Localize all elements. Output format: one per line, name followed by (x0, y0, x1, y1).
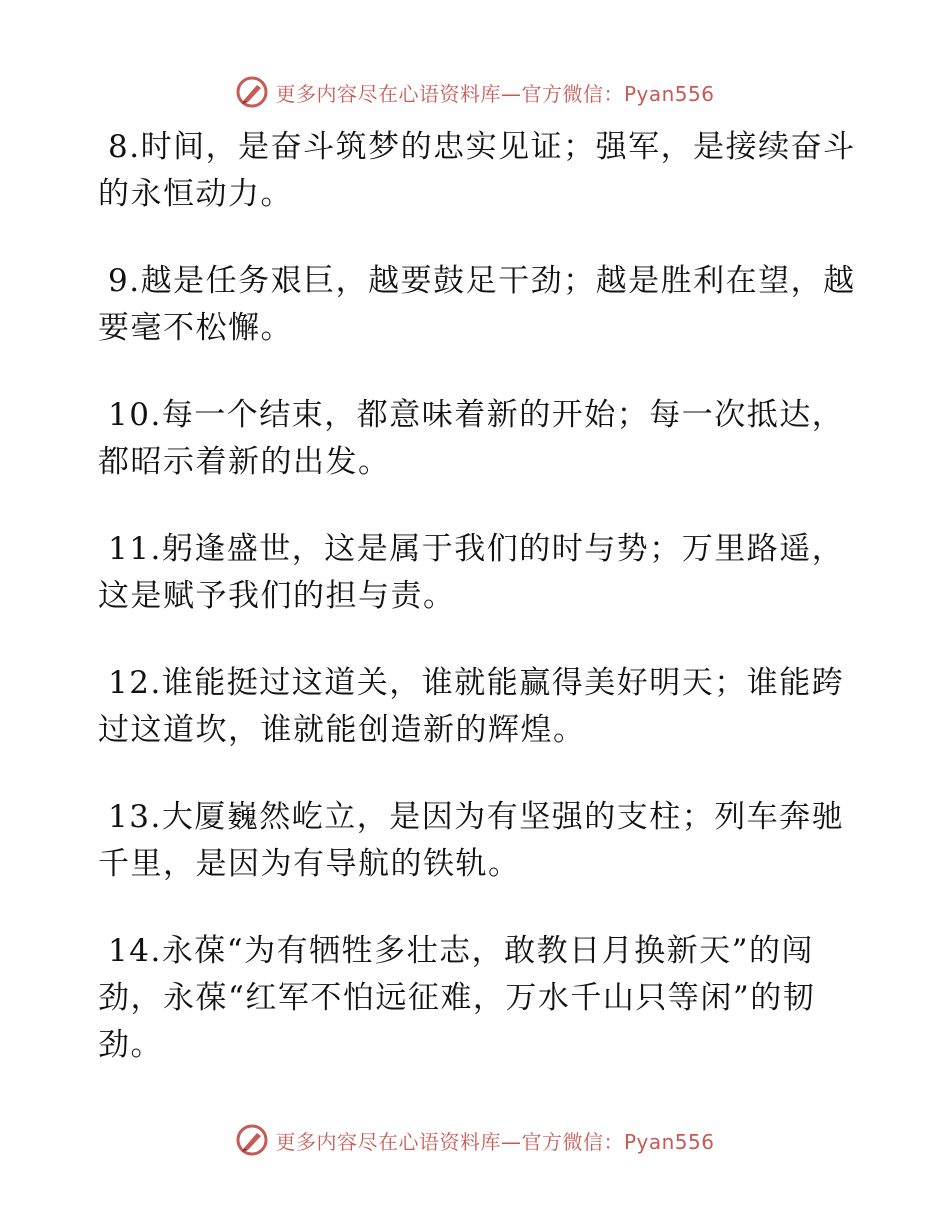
paragraph-number: 12. (108, 665, 162, 701)
paragraph-number: 14. (108, 933, 162, 969)
paragraph-text: 时间，是奋斗筑梦的忠实见证；强军，是接续奋斗的永恒动力。 (98, 129, 856, 212)
paragraph-13 (98, 794, 858, 888)
footer-watermark (0, 1122, 950, 1158)
paragraph-8 (98, 124, 858, 218)
watermark-text: 更多内容尽在心语资料库—官方微信：Pyan556 (275, 1129, 715, 1154)
document-body (98, 124, 858, 1109)
paragraph-number: 13. (108, 799, 162, 835)
header-watermark (0, 74, 950, 110)
paragraph-text: 永葆“为有牺牲多壮志，敢教日月换新天”的闯劲，永葆“红军不怕远征难，万水千山只等闲”的韧劲。 (98, 933, 816, 1063)
paragraph-text: 谁能挺过这道关，谁就能赢得美好明天；谁能跨过这道坎，谁就能创造新的辉煌。 (98, 665, 845, 748)
paragraph-number: 11. (108, 531, 162, 567)
watermark-text: 更多内容尽在心语资料库—官方微信：Pyan556 (275, 81, 715, 106)
paragraph-text: 大厦巍然屹立，是因为有坚强的支柱；列车奔驰千里，是因为有导航的铁轨。 (98, 799, 845, 882)
paragraph-text: 每一个结束，都意味着新的开始；每一次抵达，都昭示着新的出发。 (98, 397, 845, 480)
pen-seal-logo-icon (235, 75, 269, 109)
paragraph-text: 躬逢盛世，这是属于我们的时与势；万里路遥，这是赋予我们的担与责。 (98, 531, 845, 614)
paragraph-12 (98, 660, 858, 754)
paragraph-number: 8. (108, 129, 141, 165)
paragraph-10 (98, 392, 858, 486)
paragraph-9 (98, 258, 858, 352)
pen-seal-logo-icon (235, 1123, 269, 1157)
paragraph-number: 9. (108, 263, 141, 299)
paragraph-number: 10. (108, 397, 162, 433)
paragraph-text: 越是任务艰巨，越要鼓足干劲；越是胜利在望，越要毫不松懈。 (98, 263, 856, 346)
paragraph-14 (98, 928, 858, 1069)
paragraph-11 (98, 526, 858, 620)
